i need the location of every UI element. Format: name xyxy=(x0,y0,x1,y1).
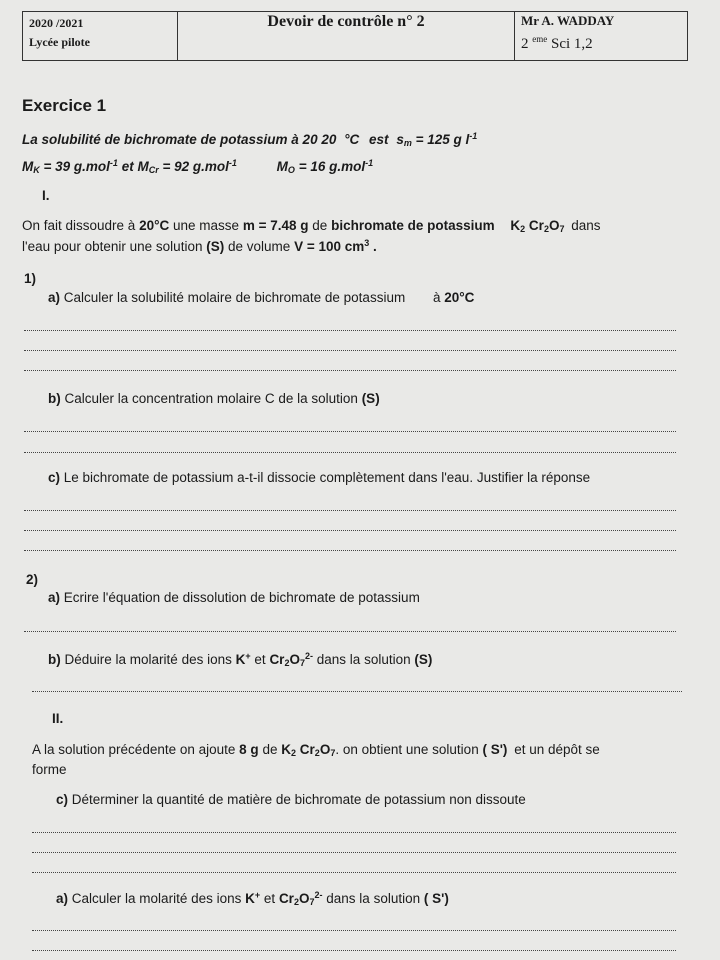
part-one-intro-line-1: On fait dissoudre à 20°C une masse m = 7.48 g de bichromate de potassium $K_2$ $Cr_2O_7$ dans xyxy=(22,218,601,234)
header-right-cell xyxy=(515,12,687,60)
header-table xyxy=(22,11,688,61)
answer-line[interactable] xyxy=(32,930,676,931)
answer-line[interactable] xyxy=(24,530,676,531)
part-one-intro-line-2: l'eau pour obtenir une solution (S) de volume V = 100 $cm^3$ . xyxy=(22,238,377,254)
answer-line[interactable] xyxy=(32,691,682,692)
answer-line[interactable] xyxy=(32,872,676,873)
answer-line[interactable] xyxy=(24,550,676,551)
part-two-intro-line-1: A la solution précédente on ajoute 8 g de $K_2$ $Cr_2O_7$. on obtient une solution ( S') et un dépôt se xyxy=(32,742,600,758)
answer-line[interactable] xyxy=(32,832,676,833)
part-two-label: II. xyxy=(52,711,64,726)
answer-line[interactable] xyxy=(24,631,676,632)
solubility-statement: La solubilité de bichromate de potassium à 20 20 °C est $s_m = 125$ g $l^{-1}$ xyxy=(22,131,478,148)
question-2-label: 2) xyxy=(26,572,39,587)
question-1c: c) Le bichromate de potassium a-t-il dissocie complètement dans l'eau. Justifier la réponse xyxy=(48,470,591,485)
question-1a: a) Calculer la solubilité molaire de bichromate de potassium à 20°C xyxy=(48,290,475,305)
answer-line[interactable] xyxy=(24,370,676,371)
answer-line[interactable] xyxy=(32,852,676,853)
molar-masses: $M_K = 39$ g.mol$^{-1}$ et $M_{Cr} = 92$ g.mol$^{-1}$ $M_O = 16$ g.mol$^{-1}$ xyxy=(22,158,374,175)
part-two-intro-line-2: forme xyxy=(32,762,67,777)
question-2-a: a) Calculer la molarité des ions K+ et $Cr_2O_7^{2-}$ dans la solution ( S') xyxy=(56,890,449,907)
teacher-name: Mr A. WADDAY xyxy=(521,13,615,28)
question-1b: b) Calculer la concentration molaire C de la solution (S) xyxy=(48,391,380,406)
class-label: 2 $^{eme}$ Sci 1,2 xyxy=(521,34,593,52)
question-2b: b) Déduire la molarité des ions K+ et $Cr_2O_7^{2-}$ dans la solution (S) xyxy=(48,651,433,668)
answer-line[interactable] xyxy=(24,452,676,453)
answer-line[interactable] xyxy=(24,350,676,351)
school-name: Lycée pilote xyxy=(29,35,90,49)
question-1-label: 1) xyxy=(24,271,37,286)
header-left-cell xyxy=(23,12,178,60)
question-2-c: c) Déterminer la quantité de matière de bichromate de potassium non dissoute xyxy=(56,792,526,807)
school-year: 2020 /2021 xyxy=(29,16,84,30)
question-2a: a) Ecrire l'équation de dissolution de bichromate de potassium xyxy=(48,590,420,605)
answer-line[interactable] xyxy=(24,431,676,432)
answer-line[interactable] xyxy=(24,510,676,511)
answer-line[interactable] xyxy=(24,330,676,331)
answer-line[interactable] xyxy=(32,950,676,951)
exam-title: Devoir de contrôle n° 2 xyxy=(178,12,515,60)
exercise-title: Exercice 1 xyxy=(22,96,107,115)
part-one-label: I. xyxy=(42,188,50,203)
